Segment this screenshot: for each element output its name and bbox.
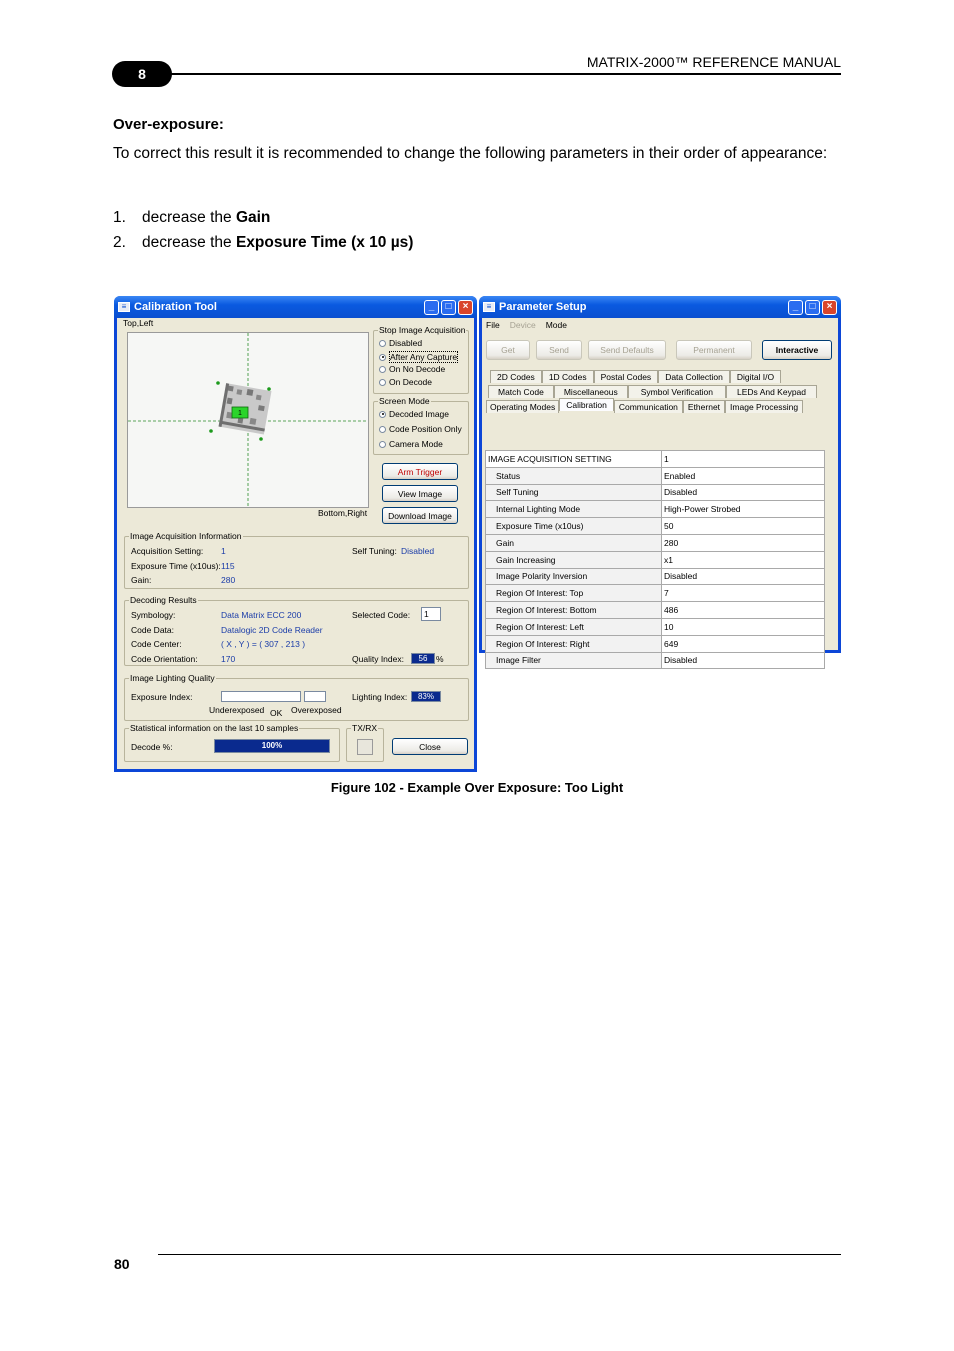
radio-after-any-capture[interactable]: After Any Capture (379, 351, 458, 363)
lighting-quality-group: Image Lighting Quality Exposure Index: Underexposed OK Overexposed Lighting Index: 83% (124, 678, 469, 721)
orientation-value: 170 (221, 654, 236, 664)
minimize-icon[interactable]: _ (788, 300, 803, 315)
tabs-row-2 (488, 385, 817, 398)
parameter-name: Internal Lighting Mode (486, 501, 662, 518)
tabs-row-3 (486, 400, 803, 413)
close-icon[interactable]: × (458, 300, 473, 315)
svg-text:1: 1 (238, 410, 242, 417)
radio-code-position-only[interactable]: Code Position Only (379, 424, 462, 434)
exposure-value: 115 (221, 561, 235, 571)
tab-data-collection[interactable]: Data Collection (658, 370, 730, 383)
txrx-led (357, 739, 373, 755)
self-tuning-label: Self Tuning: (352, 546, 397, 556)
top-left-label: Top,Left (123, 318, 154, 328)
parameter-value[interactable]: 649 (662, 635, 825, 652)
radio-disabled[interactable]: Disabled (379, 338, 422, 348)
ok-label: OK (270, 708, 283, 718)
lighting-index-bar: 83% (411, 691, 441, 702)
radio-decoded-image[interactable]: Decoded Image (379, 409, 449, 419)
table-row[interactable] (486, 451, 825, 468)
table-row[interactable] (486, 568, 825, 585)
tab-2d-codes[interactable]: 2D Codes (490, 370, 542, 383)
table-row[interactable] (486, 618, 825, 635)
overexposed-indicator (304, 691, 326, 702)
chapter-badge: 8 (112, 61, 172, 87)
overexposed-label: Overexposed (291, 705, 342, 715)
parameter-name: Exposure Time (x10us) (486, 518, 662, 535)
list-item: 2. decrease the Exposure Time (x 10 µs) (113, 234, 414, 251)
parameter-value[interactable]: 1 (662, 451, 825, 468)
list-item: 1. decrease the Gain (113, 209, 271, 226)
code-center-value: ( X , Y ) = ( 307 , 213 ) (221, 639, 306, 649)
table-row[interactable] (486, 467, 825, 484)
parameter-value[interactable]: Enabled (662, 467, 825, 484)
quality-index-bar: 56 (411, 653, 435, 664)
minimize-icon[interactable]: _ (424, 300, 439, 315)
parameter-value[interactable]: 7 (662, 585, 825, 602)
tab-operating-modes[interactable]: Operating Modes (486, 400, 559, 413)
app-icon: ≡ (118, 302, 130, 312)
tab-digital-io[interactable]: Digital I/O (730, 370, 781, 383)
maximize-icon[interactable]: □ (805, 300, 820, 315)
menu-device[interactable]: Device (509, 320, 536, 330)
parameter-name: Gain Increasing (486, 551, 662, 568)
arm-trigger-button[interactable]: Arm Trigger (382, 463, 458, 480)
parameter-name: Gain (486, 534, 662, 551)
parameter-value[interactable]: High-Power Strobed (662, 501, 825, 518)
parameter-value[interactable]: 486 (662, 602, 825, 619)
tab-match-code[interactable]: Match Code (488, 385, 554, 398)
title-bar (114, 296, 477, 318)
symbology-value: Data Matrix ECC 200 (221, 610, 302, 620)
footer-rule (158, 1254, 841, 1255)
txrx-group: TX/RX (346, 728, 384, 762)
acquisition-info-group: Image Acquisition Information Acquisition Setting: 1 Self Tuning: Disabled Exposure Time (x10us): 115 Gain: 280 (124, 536, 469, 589)
exposure-index-slider (221, 691, 301, 702)
view-image-button[interactable]: View Image (382, 485, 458, 502)
menu-mode[interactable]: Mode (545, 320, 567, 330)
window-title: Parameter Setup (499, 301, 587, 313)
parameter-name: Self Tuning (486, 484, 662, 501)
exposure-label: Exposure Time (x10us): (131, 561, 221, 571)
acq-setting-label: Acquisition Setting: (131, 546, 204, 556)
lighting-index-label: Lighting Index: (352, 692, 408, 702)
parameter-name: Image Polarity Inversion (486, 568, 662, 585)
statistics-group: Statistical information on the last 10 samples Decode %: 100% (124, 728, 340, 762)
tab-1d-codes[interactable]: 1D Codes (542, 370, 594, 383)
parameter-name: Image Filter (486, 652, 662, 669)
table-row[interactable] (486, 534, 825, 551)
code-data-label: Code Data: (131, 625, 174, 635)
tab-leds-and-keypad[interactable]: LEDs And Keypad (726, 385, 817, 398)
quality-index-label: Quality Index: (352, 654, 404, 664)
symbology-label: Symbology: (131, 610, 176, 620)
table-row[interactable] (486, 484, 825, 501)
decoding-results-group: Decoding Results Symbology: Data Matrix ECC 200 Code Data: Datalogic 2D Code Reader Code Center: ( X , Y ) = ( 307 , 213 ) Code Orientation: 170 Selected Code: 1 Quality Index: 56 % (124, 600, 469, 666)
send-button[interactable]: Send (536, 340, 582, 360)
tab-calibration[interactable]: Calibration (559, 398, 614, 411)
selected-code-label: Selected Code: (352, 610, 411, 620)
menu-file[interactable]: File (486, 320, 500, 330)
app-icon: ≡ (483, 302, 495, 312)
tab-postal-codes[interactable]: Postal Codes (594, 370, 659, 383)
parameter-value[interactable]: Disabled (662, 652, 825, 669)
header-rule (160, 73, 841, 75)
maximize-icon[interactable]: □ (441, 300, 456, 315)
decode-percent-bar: 100% (214, 739, 330, 753)
parameter-name: Region Of Interest: Left (486, 618, 662, 635)
parameter-value[interactable]: 10 (662, 618, 825, 635)
table-row[interactable] (486, 551, 825, 568)
table-row[interactable] (486, 501, 825, 518)
section-heading: Over-exposure: (113, 116, 224, 133)
gain-value: 280 (221, 575, 236, 585)
tab-symbol-verification[interactable]: Symbol Verification (628, 385, 726, 398)
parameter-setup-window (479, 296, 841, 666)
radio-camera-mode[interactable]: Camera Mode (379, 439, 443, 449)
download-image-button[interactable]: Download Image (382, 507, 458, 524)
figure-caption: Figure 102 - Example Over Exposure: Too Light (330, 780, 624, 795)
parameter-name: Region Of Interest: Bottom (486, 602, 662, 619)
table-row[interactable] (486, 585, 825, 602)
parameter-table (485, 450, 825, 669)
calibration-client (117, 318, 474, 769)
quality-percent: % (436, 654, 444, 664)
table-row[interactable] (486, 518, 825, 535)
tab-miscellaneous[interactable]: Miscellaneous (554, 385, 628, 398)
tabs-row-1 (490, 370, 781, 383)
acq-setting-value: 1 (221, 546, 226, 556)
screen-mode-group: Screen Mode Decoded Image Code Position Only Camera Mode (373, 401, 469, 455)
selected-code-spinner[interactable]: 1 (421, 607, 441, 621)
stop-acquisition-group: Stop Image Acquisition Disabled After Any Capture On No Decode On Decode (373, 330, 469, 394)
tab-communication[interactable]: Communication (614, 400, 683, 413)
image-preview (127, 332, 369, 508)
tab-image-processing[interactable]: Image Processing (725, 400, 803, 413)
self-tuning-value: Disabled (401, 546, 435, 556)
tab-ethernet[interactable]: Ethernet (683, 400, 725, 413)
parameter-name: Region Of Interest: Right (486, 635, 662, 652)
parameter-value[interactable]: 280 (662, 534, 825, 551)
title-bar (479, 296, 841, 318)
permanent-button[interactable]: Permanent (676, 340, 752, 360)
orientation-label: Code Orientation: (131, 654, 198, 664)
close-button[interactable]: Close (392, 738, 468, 755)
intro-paragraph: To correct this result it is recommended to change the following parameters in their order of appearance: (113, 145, 828, 162)
decoded-image-svg (128, 333, 368, 507)
parameter-name: IMAGE ACQUISITION SETTING (486, 451, 662, 468)
send-defaults-button[interactable]: Send Defaults (588, 340, 666, 360)
close-icon[interactable]: × (822, 300, 837, 315)
parameter-value[interactable]: Disabled (662, 568, 825, 585)
interactive-button[interactable]: Interactive (762, 340, 832, 360)
parameter-value[interactable]: Disabled (662, 484, 825, 501)
page-number: 80 (114, 1256, 130, 1272)
exposure-index-label: Exposure Index: (131, 692, 193, 702)
underexposed-label: Underexposed (209, 705, 265, 715)
table-row[interactable] (486, 635, 825, 652)
bottom-right-label: Bottom,Right (318, 508, 368, 518)
gain-label: Gain: (131, 575, 152, 585)
parameter-value[interactable]: x1 (662, 551, 825, 568)
radio-on-decode[interactable]: On Decode (379, 377, 432, 387)
table-row[interactable] (486, 652, 825, 669)
decode-percent-label: Decode %: (131, 742, 173, 752)
code-data-value: Datalogic 2D Code Reader (221, 625, 323, 635)
parameter-client (482, 318, 838, 666)
menu-bar (482, 318, 567, 332)
manual-title: MATRIX-2000™ REFERENCE MANUAL (586, 54, 841, 70)
parameter-name: Status (486, 467, 662, 484)
window-title: Calibration Tool (134, 301, 217, 313)
code-center-label: Code Center: (131, 639, 182, 649)
parameter-value[interactable]: 50 (662, 518, 825, 535)
radio-on-no-decode[interactable]: On No Decode (379, 364, 445, 374)
parameter-name: Region Of Interest: Top (486, 585, 662, 602)
table-row[interactable] (486, 602, 825, 619)
get-button[interactable]: Get (486, 340, 530, 360)
calibration-tool-window (114, 296, 477, 772)
